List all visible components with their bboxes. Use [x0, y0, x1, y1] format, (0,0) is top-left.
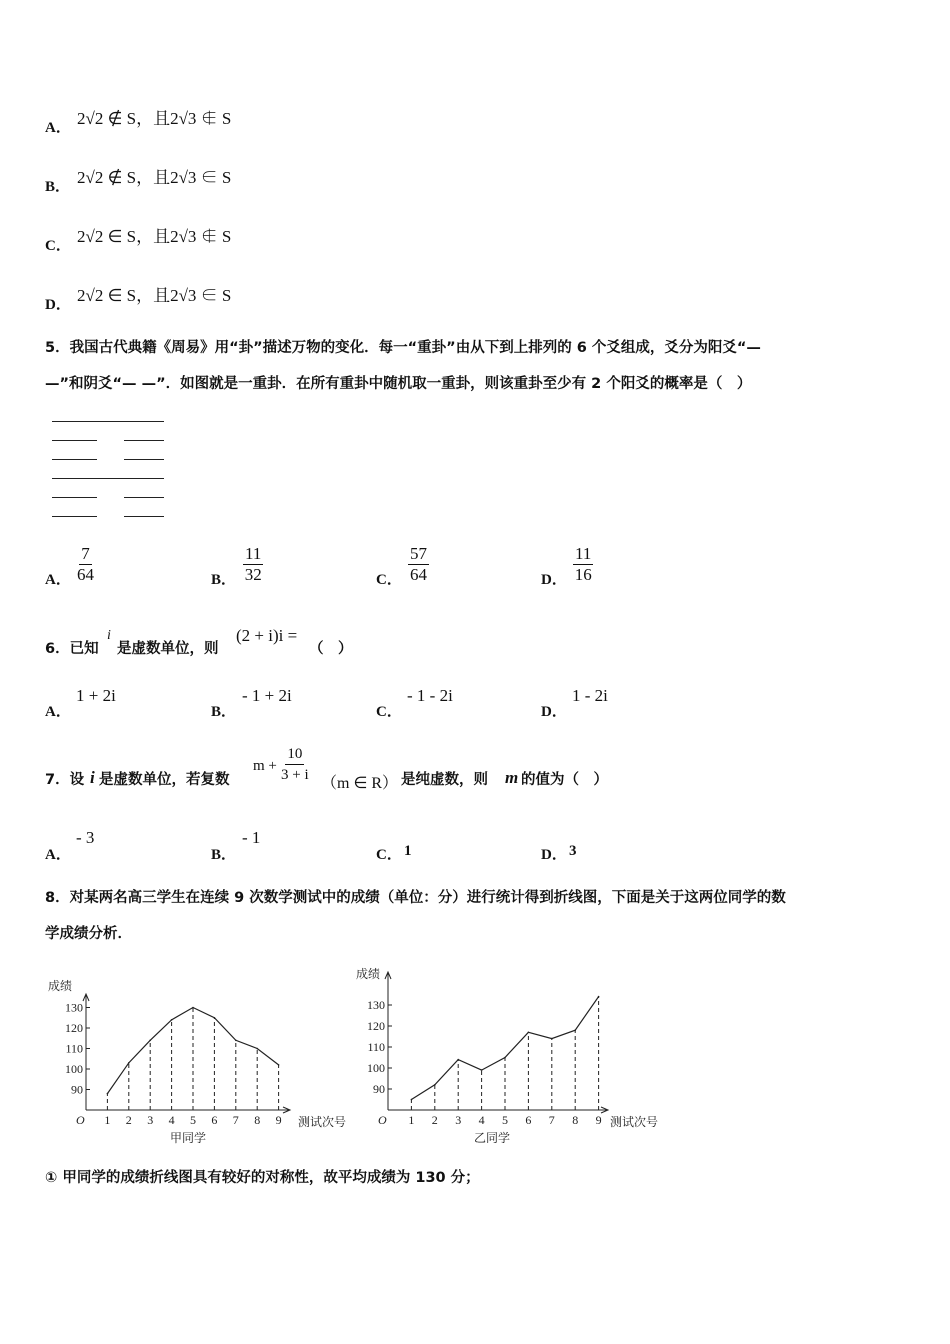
option-label: D． [45, 297, 71, 313]
option-label: B． [211, 704, 237, 720]
q6-suffix: （ ） [309, 641, 353, 657]
chart-title: 甲同学 [169, 1131, 207, 1145]
option-fraction [408, 544, 429, 585]
y-axis-label: 成绩 [48, 979, 73, 993]
q8-line1: 8．对某两名高三学生在连续 9 次数学测试中的成绩（单位：分）进行统计得到折线图，下面是关于这两位同学的数 [45, 890, 786, 906]
yin-line-right [124, 459, 164, 460]
x-tick-label: 4 [478, 1113, 485, 1127]
q7-stem [45, 742, 745, 798]
origin-label: O [378, 1113, 387, 1127]
option-text: 2√2 ∉ S，且2√3 ∈ S [77, 168, 232, 187]
denominator: 64 [77, 565, 94, 584]
yin-line-left [52, 497, 97, 498]
option-label: C． [376, 847, 402, 863]
option-label: D． [541, 847, 567, 863]
x-tick-label: 5 [502, 1113, 508, 1127]
q8-statement-1: ① 甲同学的成绩折线图具有较好的对称性，故平均成绩为 130 分； [45, 1170, 480, 1186]
x-tick-label: 3 [455, 1113, 462, 1127]
q7-prefix: 7．设 [45, 772, 85, 788]
option-text: 1 - 2i [572, 686, 608, 705]
q7-middle: 是虚数单位，若复数 [99, 772, 230, 788]
option-text: - 1 - 2i [407, 686, 453, 705]
data-point [504, 1057, 506, 1059]
q7-condition: （m ∈ R） [321, 775, 399, 792]
q6-prefix: 6．已知 [45, 641, 99, 657]
q5-line1: 5．我国古代典籍《周易》用“卦”描述万物的变化．每一“重卦”由从下到上排列的 6 个爻组成，爻分为阳爻“— [45, 340, 761, 356]
option-text: 1 [404, 843, 412, 859]
origin-label: O [76, 1113, 85, 1127]
data-point [411, 1099, 413, 1101]
y-tick-label: 130 [367, 998, 385, 1012]
numerator: 7 [81, 544, 90, 563]
option-fraction [573, 544, 593, 585]
option-text: 3 [569, 843, 577, 859]
data-point [235, 1040, 237, 1042]
option-label: A． [45, 847, 71, 863]
chart-jia [40, 968, 360, 1148]
x-tick-label: 1 [408, 1113, 415, 1127]
option-text: - 1 [242, 828, 261, 847]
q5-stem [45, 330, 925, 402]
option-label: C． [376, 704, 402, 720]
y-tick-label: 110 [65, 1041, 83, 1056]
numerator: 10 [285, 744, 304, 765]
option-label: A． [45, 120, 71, 136]
data-point [107, 1093, 109, 1095]
data-point [128, 1062, 130, 1064]
option-label: B． [45, 179, 71, 195]
option-text: - 3 [76, 828, 95, 847]
q8-stem [45, 880, 925, 952]
data-point [457, 1059, 459, 1061]
option-text: - 1 + 2i [242, 686, 292, 705]
q7-m: m [505, 768, 519, 787]
q6-middle: 是虚数单位，则 [117, 641, 219, 657]
yang-line [52, 421, 164, 422]
q7-expr-m: m + [253, 758, 277, 774]
y-axis-label: 成绩 [356, 967, 381, 981]
data-series-line [411, 997, 598, 1100]
chart-title: 乙同学 [473, 1131, 511, 1145]
data-point [481, 1069, 483, 1071]
option-text: 2√2 ∉ S，且2√3 ∉ S [77, 109, 232, 128]
data-point [149, 1040, 151, 1042]
q6-sup-i: i [107, 628, 111, 643]
q7-i: i [90, 768, 95, 787]
y-tick-label: 120 [65, 1021, 83, 1035]
option-label: C． [45, 238, 71, 254]
option-text: 2√2 ∈ S，且2√3 ∈ S [77, 286, 232, 305]
denominator: 16 [574, 565, 592, 584]
x-tick-label: 8 [254, 1113, 261, 1127]
data-point [434, 1084, 436, 1086]
q7-fraction [281, 744, 309, 785]
x-tick-label: 7 [548, 1113, 555, 1127]
data-point [192, 1007, 194, 1009]
x-axis-label: 测试次号 [298, 1115, 347, 1129]
x-tick-label: 3 [147, 1113, 154, 1127]
q7-tail2: 的值为（ ） [521, 772, 608, 788]
y-tick-label: 120 [367, 1019, 385, 1033]
x-tick-label: 1 [104, 1113, 111, 1127]
x-tick-label: 5 [190, 1113, 196, 1127]
y-tick-label: 90 [71, 1082, 83, 1097]
data-point [551, 1038, 553, 1040]
yin-line-right [124, 440, 164, 441]
y-tick-label: 90 [373, 1082, 385, 1096]
option-label: A． [45, 704, 71, 720]
option-label: D． [541, 572, 567, 588]
data-point [278, 1064, 280, 1066]
y-tick-label: 100 [65, 1062, 83, 1076]
data-point [171, 1019, 173, 1021]
option-fraction [243, 544, 263, 585]
q6-expression: (2 + i)i = [236, 626, 298, 645]
yin-line-left [52, 440, 97, 441]
option-label: A． [45, 572, 71, 588]
option-label: B． [211, 572, 237, 588]
yin-line-left [52, 516, 97, 517]
x-tick-label: 6 [211, 1113, 218, 1127]
option-text: 1 + 2i [76, 686, 116, 705]
x-tick-label: 2 [125, 1113, 132, 1127]
option-text: 2√2 ∈ S，且2√3 ∉ S [77, 227, 232, 246]
data-point [214, 1017, 216, 1019]
yin-line-left [52, 459, 97, 460]
x-tick-label: 4 [168, 1113, 175, 1127]
option-label: B． [211, 847, 237, 863]
denominator: 3 + i [281, 767, 309, 783]
y-tick-label: 130 [65, 1000, 83, 1015]
data-point [598, 996, 600, 998]
numerator: 11 [575, 544, 592, 563]
x-axis-label: 测试次号 [610, 1115, 659, 1129]
option-fraction [77, 544, 94, 585]
x-tick-label: 7 [232, 1113, 239, 1127]
yang-line [52, 478, 164, 479]
q7-tail1: 是纯虚数，则 [401, 772, 488, 788]
numerator: 57 [410, 544, 427, 563]
x-tick-label: 2 [431, 1113, 438, 1127]
chart-yi [352, 962, 682, 1148]
option-label: C． [376, 572, 402, 588]
x-tick-label: 6 [525, 1113, 532, 1127]
denominator: 32 [244, 565, 262, 584]
denominator: 64 [410, 565, 427, 584]
option-label: D． [541, 704, 567, 720]
x-tick-label: 8 [572, 1113, 579, 1127]
x-tick-label: 9 [275, 1113, 282, 1127]
data-point [528, 1032, 530, 1034]
data-point [574, 1029, 576, 1031]
data-point [256, 1048, 258, 1050]
y-tick-label: 100 [367, 1061, 385, 1075]
q5-line2: —”和阴爻“— —”．如图就是一重卦．在所有重卦中随机取一重卦，则该重卦至少有 2 个阳爻的概率是（ ） [45, 376, 752, 392]
x-tick-label: 9 [595, 1113, 602, 1127]
numerator: 11 [245, 544, 262, 563]
yin-line-right [124, 497, 164, 498]
q6-stem [45, 626, 745, 666]
y-tick-label: 110 [367, 1040, 385, 1054]
yin-line-right [124, 516, 164, 517]
q8-line2: 学成绩分析． [45, 926, 132, 942]
